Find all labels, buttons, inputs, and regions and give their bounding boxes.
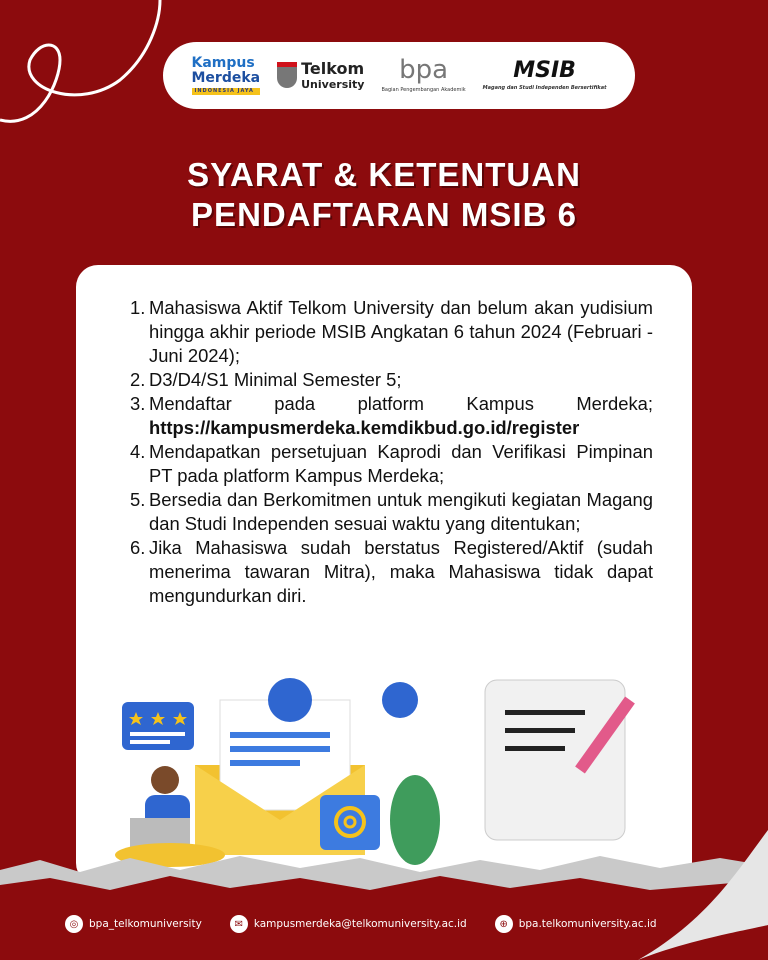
item-number: 4. xyxy=(130,441,146,462)
list-item xyxy=(130,440,653,488)
email-illustration xyxy=(110,670,670,870)
list-item xyxy=(130,536,653,608)
item-text: Bersedia dan Berkomitmen untuk mengikuti kegiatan Magang dan Studi Independen sesuai waktu yang ditentukan; xyxy=(149,489,653,534)
bpa-logo xyxy=(381,57,465,93)
logo-text: Merdeka xyxy=(191,70,261,86)
item-text: Mendaftar pada platform Kampus Merdeka; xyxy=(149,393,653,414)
logo-tagline: Magang dan Studi Independen Bersertifikat xyxy=(482,85,607,92)
list-item xyxy=(130,488,653,536)
item-number: 1. xyxy=(130,297,146,318)
instagram-icon: ◎ xyxy=(65,915,83,933)
list-item xyxy=(130,296,653,368)
item-number: 2. xyxy=(130,369,146,390)
partner-logos-bar xyxy=(163,42,635,109)
title-line: PENDAFTARAN MSIB 6 xyxy=(191,196,577,233)
instagram-link[interactable] xyxy=(65,915,202,933)
email-link[interactable] xyxy=(230,915,467,933)
item-number: 3. xyxy=(130,393,146,414)
register-link[interactable]: https://kampusmerdeka.kemdikbud.go.id/register xyxy=(149,417,580,438)
person-icon xyxy=(151,766,179,794)
requirements-list xyxy=(130,296,653,608)
logo-text: University xyxy=(301,78,365,92)
email-address: kampusmerdeka@telkomuniversity.ac.id xyxy=(253,918,467,930)
instagram-handle: bpa_telkomuniversity xyxy=(89,918,202,930)
kampus-merdeka-logo xyxy=(192,56,261,96)
document-icon xyxy=(485,680,625,840)
logo-tagline: INDONESIA JAYA xyxy=(192,88,261,95)
title-line: SYARAT & KETENTUAN xyxy=(187,156,581,193)
logo-text: Telkom xyxy=(301,58,365,78)
mail-icon: ✉ xyxy=(230,915,248,933)
globe-icon: ⊕ xyxy=(495,915,513,933)
logo-text: bpa xyxy=(399,55,449,86)
msib-logo xyxy=(483,59,607,92)
page-curl-decoration xyxy=(598,830,768,960)
logo-text: MSIB xyxy=(513,57,576,83)
list-item xyxy=(130,392,653,440)
telkom-emblem-icon xyxy=(277,62,297,88)
item-text: Mendapatkan persetujuan Kaprodi dan Verifikasi Pimpinan PT pada platform Kampus Merdeka; xyxy=(149,441,653,486)
item-number: 5. xyxy=(130,489,146,510)
website-url: bpa.telkomuniversity.ac.id xyxy=(518,918,657,930)
item-text: Jika Mahasiswa sudah berstatus Registered/Aktif (sudah menerima tawaran Mitra), maka Mahasiswa tidak dapat mengundurkan diri. xyxy=(149,537,653,606)
list-item xyxy=(130,368,653,392)
footer-contacts xyxy=(65,915,657,933)
logo-tagline: Bagian Pengembangan Akademik xyxy=(381,86,466,93)
item-number: 6. xyxy=(130,537,146,558)
page-title xyxy=(0,155,768,235)
item-text: D3/D4/S1 Minimal Semester 5; xyxy=(149,369,402,390)
thumbs-up-icon xyxy=(268,678,312,722)
telkom-university-logo xyxy=(277,60,364,92)
item-text: Mahasiswa Aktif Telkom University dan belum akan yudisium hingga akhir periode MSIB Angkatan 6 tahun 2024 (Februari - Juni 2024); xyxy=(149,297,653,366)
at-sign-icon xyxy=(320,795,380,850)
globe-icon xyxy=(382,682,418,718)
logo-text: Kampus xyxy=(191,54,255,71)
